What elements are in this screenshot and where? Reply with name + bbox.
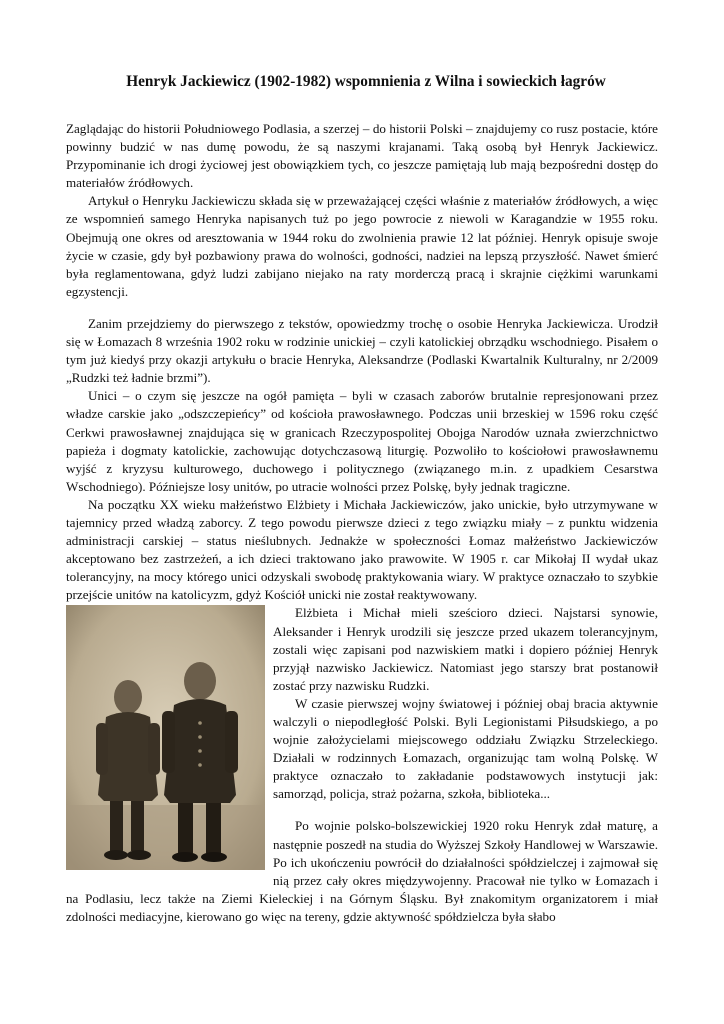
paragraph: W czasie pierwszej wojny światowej i później obaj bracia aktywnie walczyli o niepodległość Polski. Byli Legionistami Piłsudskiego, a po wojnie założycielami miejscowego oddziału Związku Strzeleckiego. Działali w rodzinnych Łomazach, organizując tam wolną Polskę. W praktyce oznaczało to zakładanie podstawowych instytucji jak: samorząd, policja, straż pożarna, szkoła, biblioteka... (273, 695, 658, 802)
page-title: Henryk Jackiewicz (1902-1982) wspomnienia z Wilna i sowieckich łagrów (126, 73, 606, 90)
paragraph: Na początku XX wieku małżeństwo Elżbiety i Michała Jackiewiczów, jako unickie, było utrzymywane w tajemnicy przed władzą zaborcy. Z tego powodu pierwsze dzieci z tego związku miały – z punktu widzenia administracji carskiej – status nieślubnych. Jednakże w społeczności Łomaz małżeństwo Jackiewiczów akceptowano bez zastrzeżeń, a ich dzieci traktowano jako prawowite. W 1905 r. car Mikołaj II wydał ukaz tolerancyjny, na mocy którego unici odzyskali swobodę praktykowania wiary. W praktyce oznaczało to szybkie przejście unitów na katolicyzm, gdyż Kościół unicki nie został reaktywowany. (66, 496, 658, 603)
paragraph: Artykuł o Henryku Jackiewiczu składa się w przeważającej części właśnie z materiałów źródłowych, a więc ze wspomnień samego Henryka napisanych tuż po jego powrocie z niewoli w Karagandzie w 1955 roku. Obejmują one okres od aresztowania w 1944 roku do zwolnienia prawie 12 lat później. Henryk opisuje swoje życie w czasie, gdy był pozbawiony prawa do wolności, godności, nadziei na lepszą przyszłość. Nawet śmierć była reglamentowana, gdyż ludzi zabijano niejako na raty morderczą pracą i skrajnie ciężkimi warunkami egzystencji. (66, 193, 658, 299)
paragraph-text: Elżbieta i Michał mieli sześcioro dzieci. Najstarsi synowie, Aleksander i Henryk urodzili się jeszcze przed ukazem tolerancyjnym, zostali więc zapisani pod nazwiskiem matki i dopiero później Henryk przyjął nazwisko Jackiewicz. Natomiast jego starszy brat postanowił zostać przy nazwisku Rudzki. (273, 605, 658, 693)
paragraph: Zanim przejdziemy do pierwszego z tekstów, opowiedzmy trochę o osobie Henryka Jackiewicza. Urodził się w Łomazach 8 września 1902 roku w rodzinie unickiej – czyli katolickiej obrządku wschodniego. Pisałem o tym już kiedyś przy okazji artykułu o bracie Henryka, Aleksandrze (Podlaski Kwartalnik Kulturalny, nr 2/2009 „Rudzki też ładnie brzmi”). (66, 315, 658, 386)
paragraph: Zaglądając do historii Południowego Podlasia, a szerzej – do historii Polski – znajdujemy co rusz postacie, które powinny budzić w nas dumę powodu, że są naszymi krajanami. Taką osobą był Henryk Jackiewicz. Przypominanie ich drogi życiowej jest obowiązkiem tych, co jeszcze pamiętają lub mają bezpośredni dostęp do materiałów źródłowych. (66, 121, 658, 191)
paragraph-with-photo (66, 604, 658, 694)
paragraph: Unici – o czym się jeszcze na ogół pamięta – byli w czasach zaborów brutalnie represjonowani przez władze carskie jako „odszczepieńcy” od kościoła prawosławnego. Podczas unii brzeskiej w 1596 roku część Cerkwi prawosławnej znajdująca się w granicach Rzeczypospolitej Obojga Narodów uznała zwierzchnictwo papieża i dogmaty katolickie, zachowując dotychczasową liturgię. Pozwoliło to kościołowi prawosławnemu wyjść z kryzysu kulturowego, duchowego i politycznego (związanego m.in. z upadkiem Cesarstwa Wschodniego). Późniejsze losy unitów, po utracie wolności przez Polskę, były jednak tragiczne. (66, 388, 658, 494)
paragraph: Po wojnie polsko-bolszewickiej 1920 roku Henryk zdał maturę, a następnie poszedł na studia do Wyższej Szkoły Handlowej w Warszawie. Po ich ukończeniu powrócił do działalności spółdzielczej i zajmował się nią przez cały okres międzywojenny. Pracował nie tylko w Łomazach i na Podlasiu, lecz także na Ziemi Kieleckiej i na Górnym Śląsku. Był znakomitym organizatorem i miał zdolności mediacyjne, kierowano go więc na tereny, gdzie aktywność spółdzielcza była słabo (66, 818, 658, 924)
article-body (66, 120, 658, 926)
historical-photo-two-soldiers-icon (66, 605, 265, 870)
